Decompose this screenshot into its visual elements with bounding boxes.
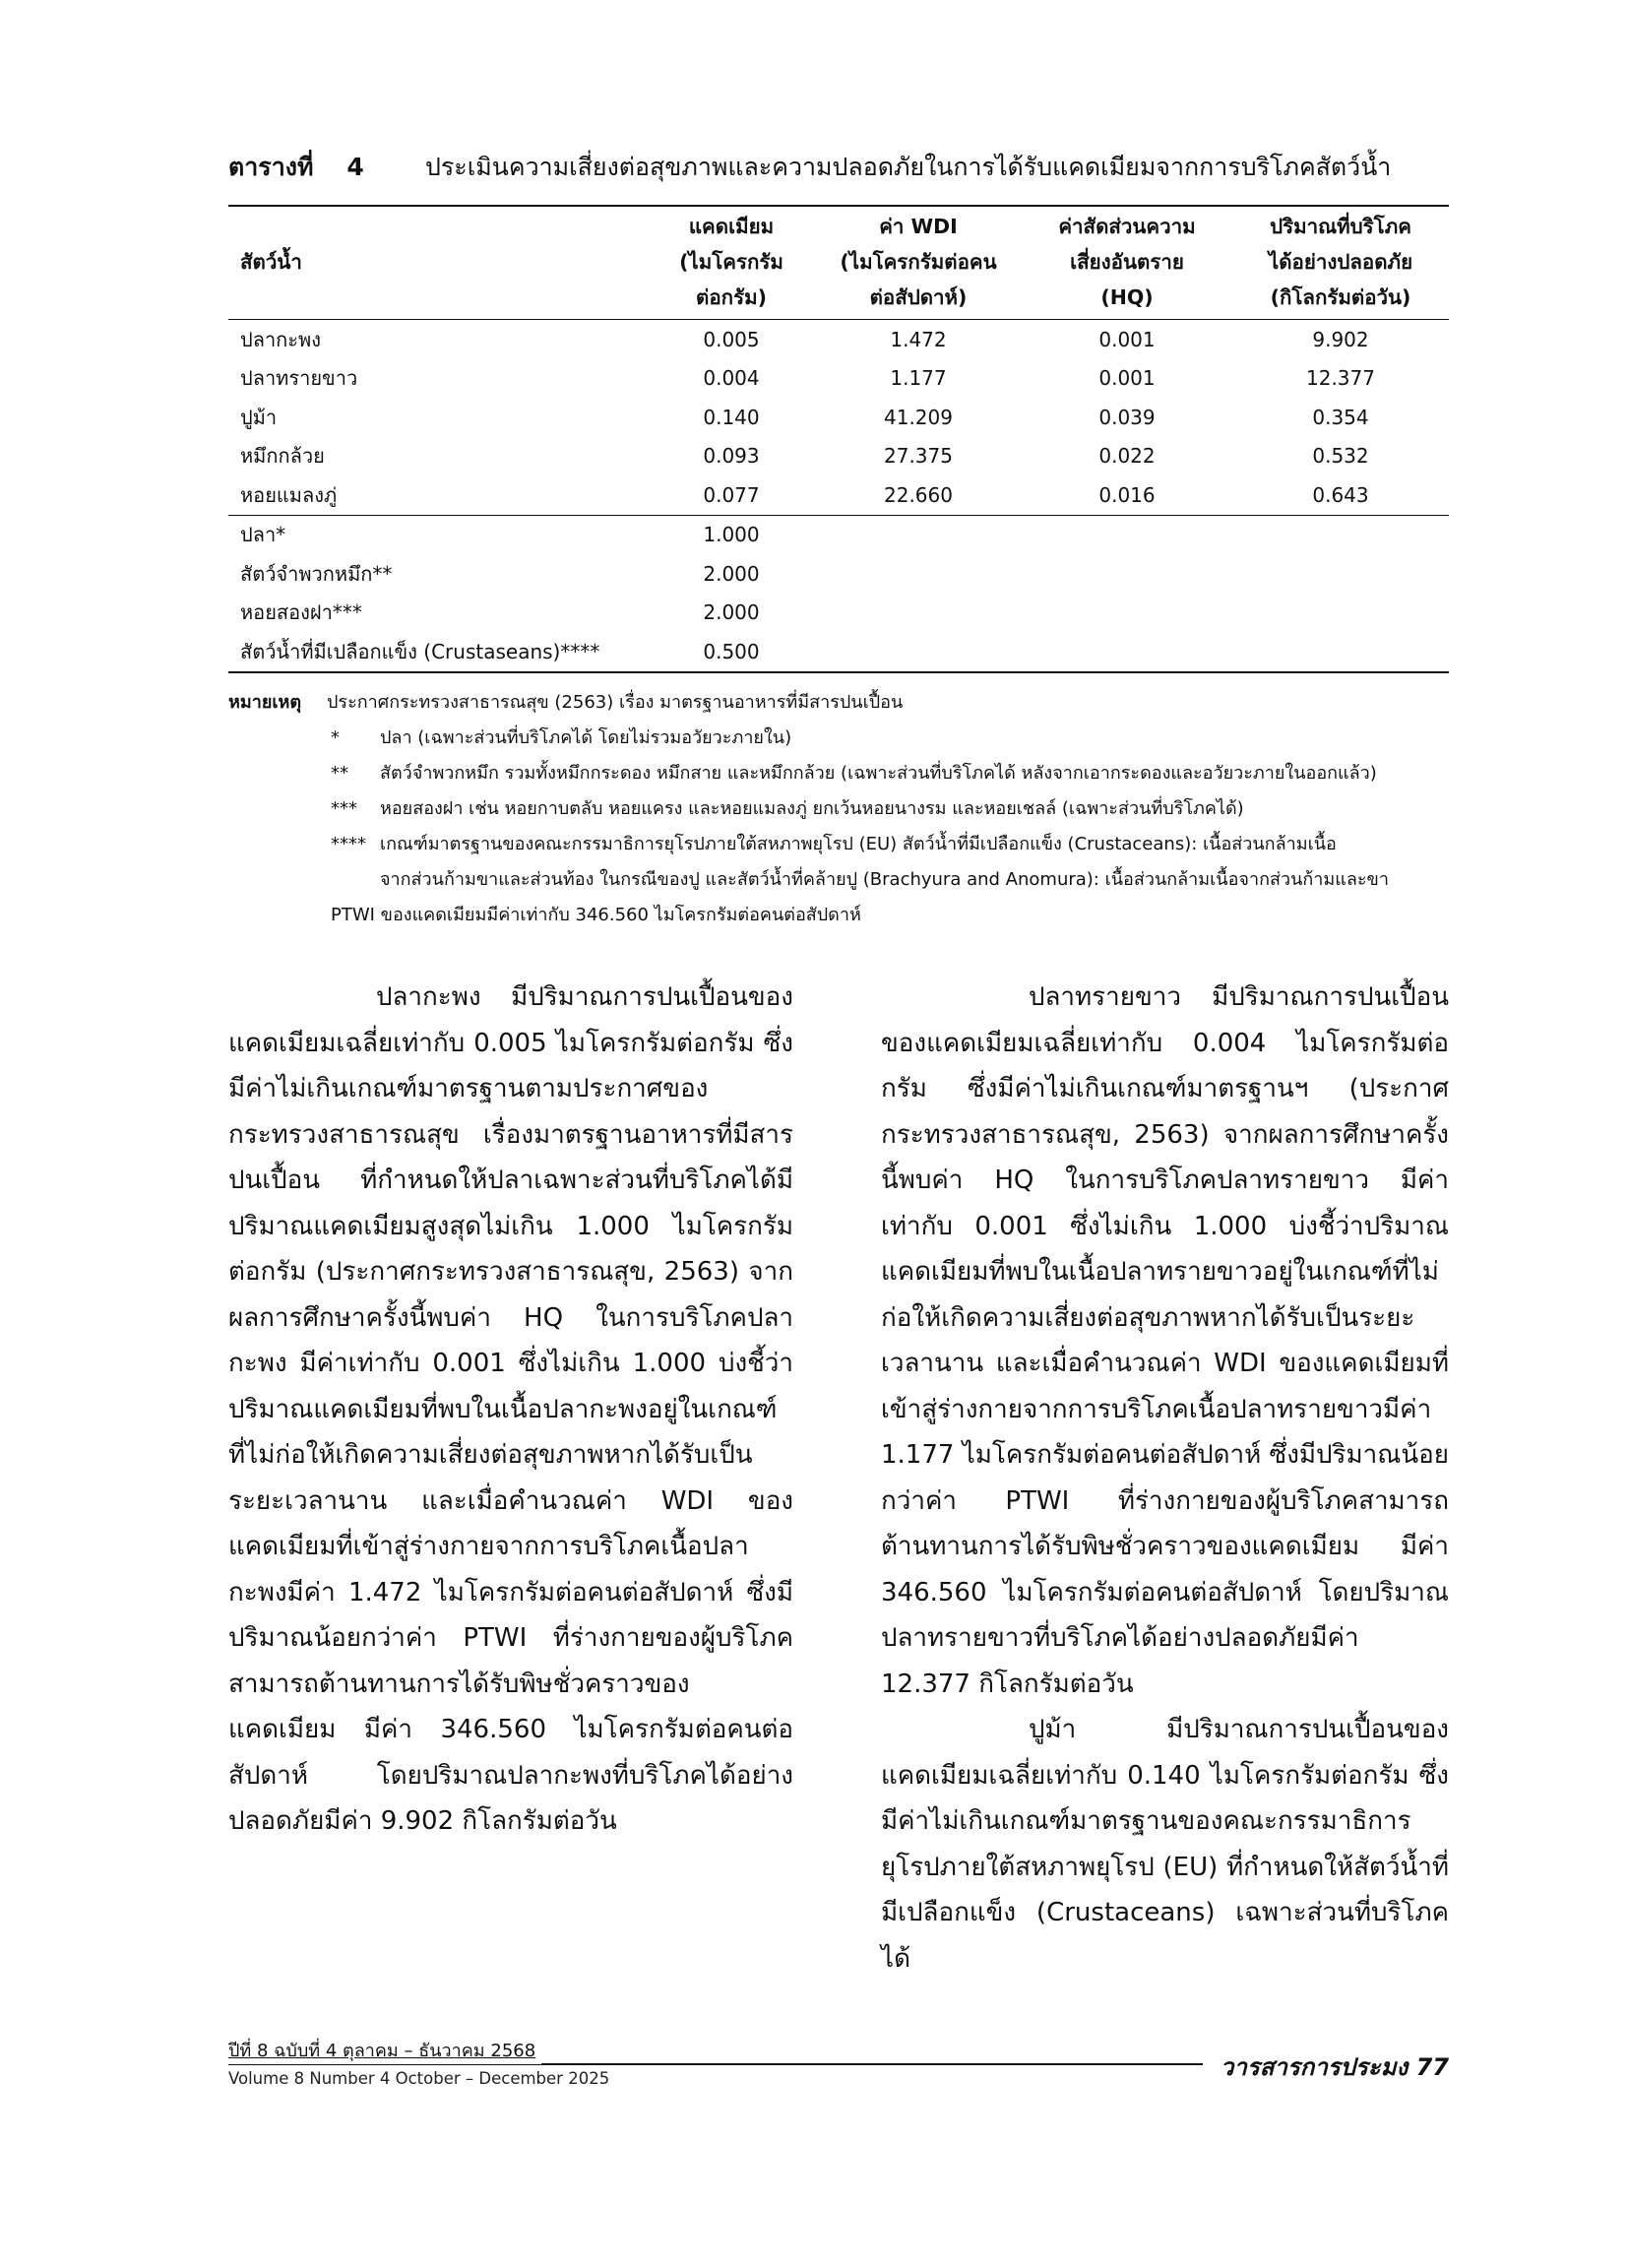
cell-wdi: 27.375 <box>884 444 953 469</box>
cell-hq: 0.001 <box>1098 366 1156 391</box>
header-wdi: ค่า WDI (ไมโครกรัมต่อคน ต่อสัปดาห์) <box>840 215 997 309</box>
standard-category: ปลา* <box>240 523 286 547</box>
body-paragraph: ปลากะพง มีปริมาณการปนเปื้อนของแคดเมียมเฉลี่ยเท่ากับ 0.005 ไมโครกรัมต่อกรัม ซึ่งมีค่าไม่เกินเกณฑ์มาตรฐานตามประกาศของกระทรวงสาธารณสุข เรื่องมาตรฐานอาหารที่มีสารปนเปื้อน ที่กำหนดให้ปลาเฉพาะส่วนที่บริโภคได้มีปริมาณแคดเมียมสูงสุดไม่เกิน 1.000 ไมโครกรัมต่อกรัม (ประกาศกระทรวงสาธารณสุข, 2563) จากผลการศึกษาครั้งนี้พบค่า HQ ในการบริโภคปลากะพง มีค่าเท่ากับ 0.001 ซึ่งไม่เกิน 1.000 บ่งชี้ว่าปริมาณแคดเมียมที่พบในเนื้อปลากะพงอยู่ในเกณฑ์ที่ไม่ก่อให้เกิดความเสี่ยงต่อสุขภาพหากได้รับเป็นระยะเวลานาน และเมื่อคำนวณค่า WDI ของแคดเมียมที่เข้าสู่ร่างกายจากการบริโภคเนื้อปลากะพงมีค่า 1.472 ไมโครกรัมต่อคนต่อสัปดาห์ ซึ่งมีปริมาณน้อยกว่าค่า PTWI ที่ร่างกายของผู้บริโภคสามารถต้านทานการได้รับพิษชั่วคราวของแคดเมียม มีค่า 346.560 ไมโครกรัมต่อคนต่อสัปดาห์ โดยปริมาณปลากะพงที่บริโภคได้อย่างปลอดภัยมีค่า 9.902 กิโลกรัมต่อวัน <box>228 982 793 1836</box>
cell-hq: 0.016 <box>1098 482 1156 507</box>
standard-limit: 2.000 <box>703 600 760 625</box>
table-row <box>228 359 1449 399</box>
header-species: สัตว์น้ำ <box>240 250 302 274</box>
table-notes <box>228 685 1469 933</box>
note-text: ปลา (เฉพาะส่วนที่บริโภคได้ โดยไม่รวมอวัยวะภายใน) <box>380 727 792 748</box>
cell-safe-amount: 0.354 <box>1312 405 1369 429</box>
standard-category: สัตว์จำพวกหมึก** <box>240 561 393 586</box>
risk-assessment-table <box>228 205 1449 673</box>
note-ptwi: PTWI ของแคดเมียมมีค่าเท่ากับ 346.560 ไมโครกรัมต่อคนต่อสัปดาห์ <box>331 905 861 925</box>
cell-cadmium: 0.004 <box>703 366 760 391</box>
table-row <box>228 320 1449 359</box>
cell-cadmium: 0.140 <box>703 405 760 429</box>
note-text: หอยสองฝา เช่น หอยกาบตลับ หอยแครง และหอยแมลงภู่ ยกเว้นหอยนางรม และหอยเชลล์ (เฉพาะส่วนที่บริโภคได้) <box>380 798 1244 819</box>
note-marker: *** <box>331 798 357 819</box>
cell-cadmium: 0.005 <box>703 327 760 351</box>
header-safe-amount: ปริมาณที่บริโภค ได้อย่างปลอดภัย (กิโลกรัมต่อวัน) <box>1268 215 1413 309</box>
note-continuation: จากส่วนก้ามขาและส่วนท้อง ในกรณีของปู และสัตว์น้ำที่คล้ายปู (Brachyura and Anomura): เนื้อส่วนกล้ามเนื้อจากส่วนก้ามและขา <box>380 869 1389 890</box>
cell-safe-amount: 0.643 <box>1312 482 1369 507</box>
table-header-row <box>228 206 1449 320</box>
cell-species: หมึกกล้วย <box>240 444 325 469</box>
cell-cadmium: 0.093 <box>703 444 760 469</box>
cell-hq: 0.022 <box>1098 444 1156 469</box>
standard-category: สัตว์น้ำที่มีเปลือกแข็ง (Crustaseans)**** <box>240 639 600 663</box>
standard-category: หอยสองฝา*** <box>240 600 362 625</box>
cell-species: ปลาทรายขาว <box>240 366 358 391</box>
body-paragraph: ปูม้า มีปริมาณการปนเปื้อนของแคดเมียมเฉลี่ยเท่ากับ 0.140 ไมโครกรัมต่อกรัม ซึ่งมีค่าไม่เกินเกณฑ์มาตรฐานของคณะกรรมาธิการยุโรปภายใต้สหภาพยุโรป (EU) ที่กำหนดให้สัตว์น้ำที่มีเปลือกแข็ง (Crustaceans) เฉพาะส่วนที่บริโภคได้ <box>881 1715 1449 1974</box>
cell-wdi: 41.209 <box>884 405 953 429</box>
footer-issue-english: Volume 8 Number 4 October – December 2025 <box>228 2069 610 2088</box>
standard-row <box>228 594 1449 633</box>
note-item <box>228 791 1469 827</box>
standard-limit: 1.000 <box>703 523 760 547</box>
body-column-right <box>881 975 1449 1982</box>
note-text: เกณฑ์มาตรฐานของคณะกรรมาธิการยุโรปภายใต้สหภาพยุโรป (EU) สัตว์น้ำที่มีเปลือกแข็ง (Crustaceans): เนื้อส่วนกล้ามเนื้อ <box>380 834 1337 854</box>
header-hq: ค่าสัดส่วนความ เสี่ยงอันตราย (HQ) <box>1058 215 1196 309</box>
cell-safe-amount: 0.532 <box>1312 444 1369 469</box>
table-caption <box>228 148 1449 187</box>
body-paragraph: ปลาทรายขาว มีปริมาณการปนเปื้อนของแคดเมียมเฉลี่ยเท่ากับ 0.004 ไมโครกรัมต่อกรัม ซึ่งมีค่าไม่เกินเกณฑ์มาตรฐานฯ (ประกาศกระทรวงสาธารณสุข, 2563) จากผลการศึกษาครั้งนี้พบค่า HQ ในการบริโภคปลาทรายขาว มีค่าเท่ากับ 0.001 ซึ่งไม่เกิน 1.000 บ่งชี้ว่าปริมาณแคดเมียมที่พบในเนื้อปลาทรายขาวอยู่ในเกณฑ์ที่ไม่ก่อให้เกิดความเสี่ยงต่อสุขภาพหากได้รับเป็นระยะเวลานาน และเมื่อคำนวณค่า WDI ของแคดเมียมที่เข้าสู่ร่างกายจากการบริโภคเนื้อปลาทรายขาวมีค่า 1.177 ไมโครกรัมต่อคนต่อสัปดาห์ ซึ่งมีปริมาณน้อยกว่าค่า PTWI ที่ร่างกายของผู้บริโภคสามารถต้านทานการได้รับพิษชั่วคราวของแคดเมียม มีค่า 346.560 ไมโครกรัมต่อคนต่อสัปดาห์ โดยปริมาณปลาทรายขาวที่บริโภคได้อย่างปลอดภัยมีค่า 12.377 กิโลกรัมต่อวัน <box>881 982 1449 1699</box>
body-column-left <box>228 975 793 1845</box>
note-text: สัตว์จำพวกหมึก รวมทั้งหมึกกระดอง หมึกสาย และหมึกกล้วย (เฉพาะส่วนที่บริโภคได้ หลังจากเอากระดองและอวัยวะภายในออกแล้ว) <box>380 763 1377 784</box>
cell-safe-amount: 12.377 <box>1306 366 1375 391</box>
table-row <box>228 475 1449 515</box>
standard-row <box>228 515 1449 554</box>
notes-heading: หมายเหตุ <box>228 692 302 713</box>
caption-title: ประเมินความเสี่ยงต่อสุขภาพและความปลอดภัยในการได้รับแคดเมียมจากการบริโภคสัตว์น้ำ <box>425 153 1392 181</box>
note-item <box>228 721 1469 756</box>
cell-species: หอยแมลงภู่ <box>240 482 338 507</box>
footer-issue-thai: ปีที่ 8 ฉบับที่ 4 ตุลาคม – ธันวาคม 2568 <box>228 2036 541 2064</box>
cell-species: ปูม้า <box>240 405 278 429</box>
caption-number: 4 <box>346 153 364 181</box>
table-row <box>228 437 1449 476</box>
table-row <box>228 398 1449 437</box>
footer-journal-page: วารสารการประมง 77 <box>1213 2048 1449 2086</box>
cell-wdi: 22.660 <box>884 482 953 507</box>
cell-species: ปลากะพง <box>240 327 321 351</box>
header-cadmium: แคดเมียม (ไมโครกรัม ต่อกรัม) <box>679 215 783 309</box>
note-marker: **** <box>331 834 366 854</box>
note-marker: * <box>331 727 340 748</box>
standard-row <box>228 632 1449 672</box>
note-item <box>228 827 1469 862</box>
standard-limit: 2.000 <box>703 561 760 586</box>
cell-cadmium: 0.077 <box>703 482 760 507</box>
cell-hq: 0.001 <box>1098 327 1156 351</box>
caption-label: ตารางที่ <box>228 153 314 181</box>
note-marker: ** <box>331 763 348 784</box>
standard-row <box>228 554 1449 594</box>
cell-wdi: 1.177 <box>890 366 947 391</box>
cell-safe-amount: 9.902 <box>1312 327 1369 351</box>
cell-hq: 0.039 <box>1098 405 1156 429</box>
standard-limit: 0.500 <box>703 639 760 663</box>
note-item <box>228 756 1469 791</box>
notes-source: ประกาศกระทรวงสาธารณสุข (2563) เรื่อง มาตรฐานอาหารที่มีสารปนเปื้อน <box>327 692 904 713</box>
cell-wdi: 1.472 <box>890 327 947 351</box>
